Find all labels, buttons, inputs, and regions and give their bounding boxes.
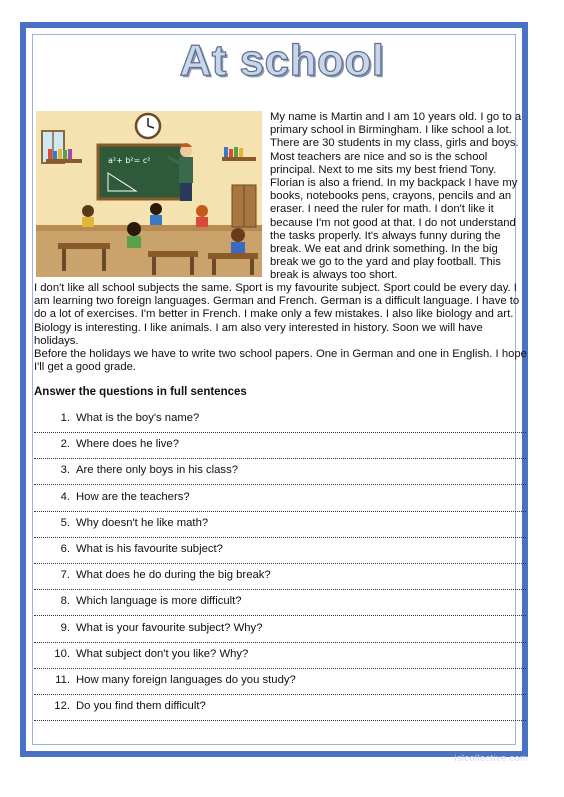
board-formula: a²+ b²= c² <box>108 156 151 165</box>
question-item <box>34 436 526 462</box>
question-item <box>34 672 526 698</box>
answer-line[interactable] <box>34 458 526 459</box>
worksheet-title: At school <box>179 36 385 85</box>
answer-line[interactable] <box>34 563 526 564</box>
watermark-footer: islcollective.com <box>454 753 528 763</box>
answer-line[interactable] <box>34 668 526 669</box>
chalkboard-icon <box>98 145 184 199</box>
instructions-heading: Answer the questions in full sentences <box>34 386 247 398</box>
question-text: What does he do during the big break? <box>76 569 271 582</box>
question-number: 3. <box>60 464 70 477</box>
question-item <box>34 620 526 646</box>
answer-line[interactable] <box>34 432 526 433</box>
question-item <box>34 698 526 724</box>
classroom-illustration <box>36 111 262 277</box>
question-number: 12. <box>54 700 70 713</box>
question-item <box>34 462 526 488</box>
question-number: 2. <box>60 438 70 451</box>
question-number: 1. <box>60 412 70 424</box>
story-text-full-1: I don't like all school subjects the same. Sport is my favourite subject. Sport could be every day. I am learning two foreign languages. German and French. German is a difficult language. I have to do a lot of exercises. I'm better in French. I make only a few mistakes. I also like biology and art. Biology is interesting. I like animals. I am also very interested in history. Soon we will have holidays. <box>34 282 520 347</box>
question-number: 11. <box>55 673 70 686</box>
clock-icon <box>136 114 160 138</box>
question-text: Which language is more difficult? <box>76 595 242 608</box>
story-paragraph-full <box>34 282 530 374</box>
answer-line[interactable] <box>34 720 526 721</box>
story-paragraph-right <box>270 111 528 283</box>
question-text: What is your favourite subject? Why? <box>76 621 263 634</box>
question-item <box>34 410 526 436</box>
question-text: What is his favourite subject? <box>76 542 223 555</box>
question-item <box>34 489 526 515</box>
question-number: 10. <box>54 647 70 660</box>
question-text: Do you find them difficult? <box>76 700 206 713</box>
answer-line[interactable] <box>34 615 526 616</box>
question-number: 5. <box>60 516 70 529</box>
question-text: How many foreign languages do you study? <box>76 673 296 686</box>
question-item <box>34 567 526 593</box>
question-number: 6. <box>60 542 70 555</box>
answer-line[interactable] <box>34 589 526 590</box>
question-item <box>34 593 526 619</box>
answer-line[interactable] <box>34 537 526 538</box>
question-item <box>34 646 526 672</box>
question-number: 8. <box>60 595 70 608</box>
questions-list <box>34 410 526 724</box>
question-item <box>34 515 526 541</box>
answer-line[interactable] <box>34 484 526 485</box>
question-item <box>34 541 526 567</box>
story-text-right: My name is Martin and I am 10 years old. I go to a primary school in Birmingham. I like school a lot. There are 30 students in my class, girls and boys. Most teachers are nice and so is the school principal. Next to me sits my best friend Tony. Florian is also a friend. In my backpack I have my books, notebooks pens, crayons, pencils and an eraser. I need the ruler for math. I don't like it because I'm not good at that. I do not understand the tasks properly. It's always funny during the break. We eat and drink something. In the big break we go to the yard and play football. This break is always too short. <box>270 111 522 282</box>
question-number: 7. <box>60 569 70 582</box>
question-number: 9. <box>60 621 70 634</box>
question-text: Where does he live? <box>76 438 179 451</box>
story-text-full-2: Before the holidays we have to write two school papers. One in German and one in English. I hope I'll get a good grade. <box>34 348 527 374</box>
answer-line[interactable] <box>34 642 526 643</box>
answer-line[interactable] <box>34 511 526 512</box>
answer-line[interactable] <box>34 694 526 695</box>
question-text: What subject don't you like? Why? <box>76 647 249 660</box>
question-text: Are there only boys in his class? <box>76 464 239 477</box>
question-text: Why doesn't he like math? <box>76 516 209 529</box>
question-number: 4. <box>60 490 70 503</box>
question-text: How are the teachers? <box>76 490 190 503</box>
question-text: What is the boy's name? <box>76 412 200 424</box>
